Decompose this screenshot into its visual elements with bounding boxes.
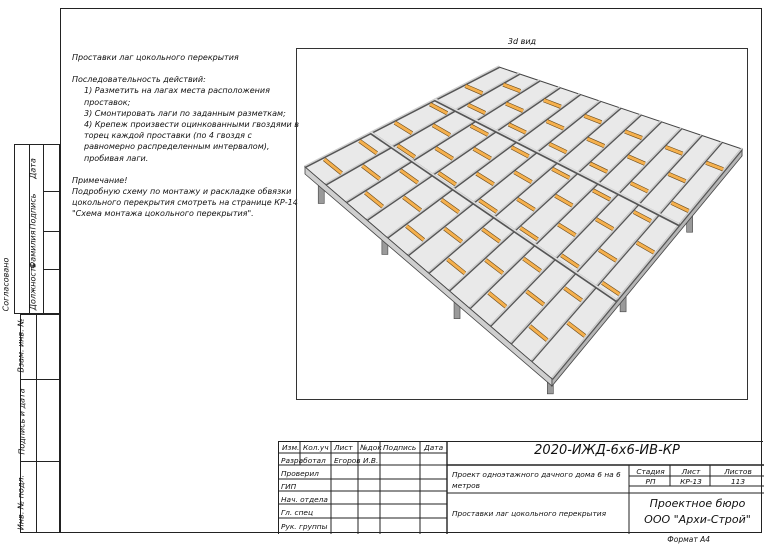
- role-dept-head: Нач. отдела: [281, 495, 328, 504]
- notes-title: Проставки лаг цокольного перекрытия: [72, 53, 239, 62]
- col-date: Дата: [28, 158, 38, 179]
- sequence-title: Последовательность действий:: [72, 75, 206, 85]
- col-signature: Подпись: [28, 193, 38, 230]
- remark-title: Примечание!: [72, 175, 128, 185]
- agreed-label: Согласовано: [1, 257, 11, 312]
- sheet-label: Лист: [681, 467, 701, 476]
- role-group-head: Рук. группы: [281, 522, 328, 531]
- hdr-izm: Изм.: [282, 443, 300, 452]
- company-line-1: Проектное бюро: [649, 497, 746, 510]
- step-1: 1) Разметить на лагах места расположения проставок;: [84, 86, 270, 107]
- title-block: [278, 441, 763, 534]
- role-chief-spec: Гл. спец: [281, 508, 314, 517]
- role-checker: Проверил: [281, 469, 319, 478]
- inv-orig-label: Инв. № подл.: [16, 474, 26, 531]
- step-3: 3) Смонтировать лаги по заданным разметкам;: [84, 108, 286, 118]
- role-developer: Разработал: [281, 456, 326, 465]
- sign-date-label: Подпись и дата: [17, 388, 27, 455]
- company-line-2: ООО "Архи-Строй": [644, 513, 751, 526]
- col-surname: Фамилия: [28, 230, 38, 269]
- notes-block: [72, 52, 302, 220]
- hdr-ndok: №док: [360, 443, 382, 452]
- sheet-title: Проставки лаг цокольного перекрытия: [452, 509, 607, 518]
- hdr-list: Лист: [334, 443, 353, 452]
- 3d-view: [296, 48, 748, 400]
- hdr-sign: Подпись: [383, 443, 417, 452]
- inv-replace-label: Взам. инв. №: [16, 318, 26, 373]
- sheets-label: Листов: [724, 467, 752, 476]
- stage-value: РП: [645, 477, 656, 486]
- col-position: Должность: [28, 262, 38, 311]
- document-code: 2020-ИЖД-6х6-ИВ-КР: [534, 443, 680, 458]
- role-gip: ГИП: [281, 482, 297, 491]
- remark-text: Подробную схему по монтажу и раскладке обвязки цокольного перекрытия смотреть на странице КР-14 "Схема монтажа цокольного перекрытия".: [72, 187, 298, 219]
- sheet-value: КР-13: [680, 477, 702, 486]
- floor-frame-illustration: [297, 49, 747, 399]
- step-4: 4) Крепеж произвести оцинкованными гвоздями в торец каждой проставки (по 4 гвоздя с равномерно распределенным интервалом), пробивая лаги.: [84, 120, 299, 163]
- sheets-value: 113: [730, 477, 746, 486]
- format-label: Формат А4: [667, 535, 710, 544]
- hdr-date: Дата: [424, 443, 444, 452]
- project-name: Проект одноэтажного дачного дома 6 на 6 метров: [452, 470, 621, 490]
- stage-label: Стадия: [636, 467, 665, 476]
- hdr-kol: Кол.уч: [303, 443, 329, 452]
- view-title: 3d вид: [507, 37, 537, 46]
- developer-name: Егоров И.В.: [334, 456, 379, 465]
